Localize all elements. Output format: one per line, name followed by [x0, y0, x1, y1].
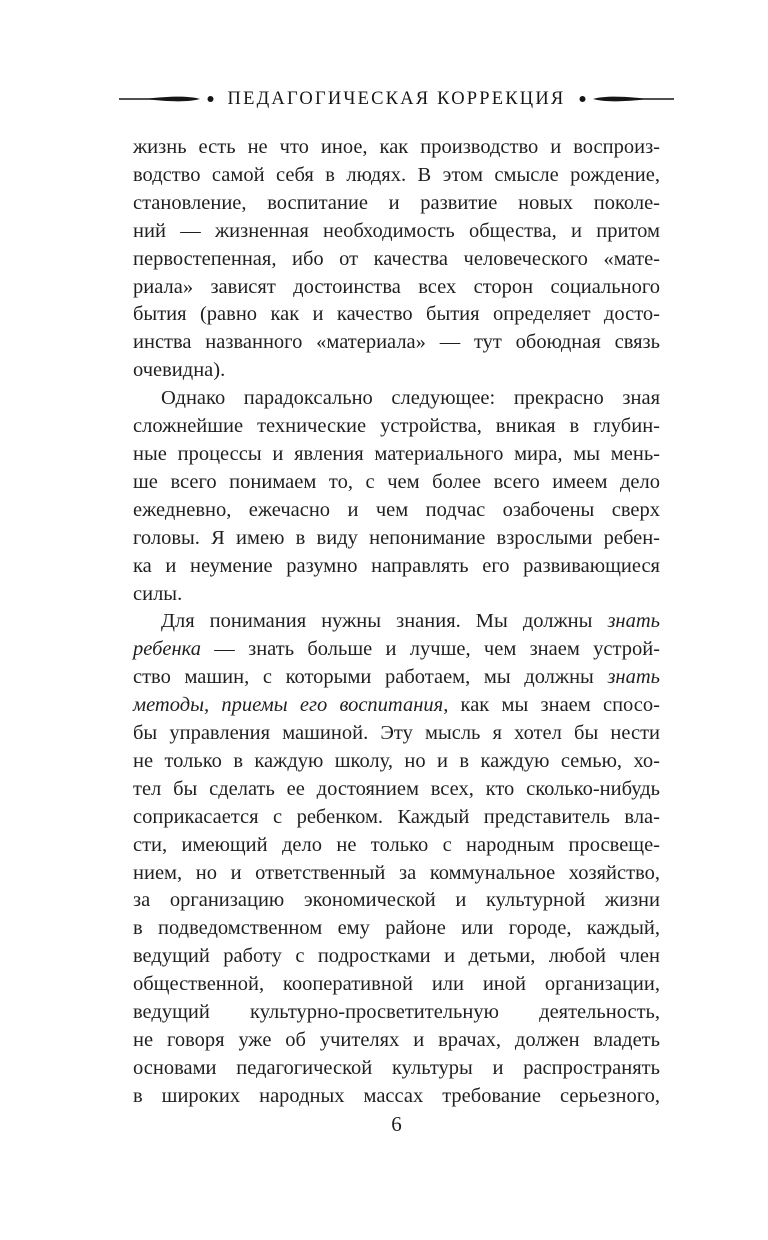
text-line: за организацию экономической и культурной жизни [133, 889, 660, 912]
text-line: становление, воспитание и развитие новых поколе- [133, 191, 660, 214]
text-line: ведущий культурно-просветительную деятельность, [133, 1001, 660, 1024]
text-line: сти, имеющий дело не только с народным просвеще- [133, 833, 660, 856]
text-line: силы. [133, 582, 183, 605]
text-line: тел бы сделать ее достоянием всех, кто сколько-нибудь [133, 777, 660, 800]
text-line: методы, приемы его воспитания, как мы знаем спосо- [133, 694, 660, 717]
header-rule-left-icon [119, 93, 219, 105]
paragraph [133, 134, 660, 385]
text-line: не говоря уже об учителях и врачах, должен владеть [133, 1029, 660, 1051]
header-rule-right-icon [574, 93, 674, 105]
text-line: Для понимания нужны знания. Мы должны знать [161, 610, 660, 633]
text-line: основами педагогической культуры и распространять [133, 1056, 660, 1079]
text-line: инства названного «материала» — тут обоюдная связь [133, 331, 660, 354]
body-text [133, 134, 660, 1111]
text-line: в подведомственном ему районе или городе, каждый, [133, 917, 660, 940]
text-line: Однако парадоксально следующее: прекрасно зная [161, 387, 660, 410]
text-line: головы. Я имею в виду непонимание взрослыми ребен- [133, 526, 660, 549]
text-line: очевидна). [133, 359, 226, 382]
text-line: ные процессы и явления материального мира, мы мень- [133, 442, 660, 465]
text-line: нием, но и ответственный за коммунальное хозяйство, [133, 861, 660, 884]
text-line: ство машин, с которыми работаем, мы должны знать [133, 666, 660, 689]
text-line: сложнейшие технические устройства, вникая в глубин- [133, 415, 660, 438]
running-header [133, 86, 660, 112]
text-line: ежедневно, ежечасно и чем подчас озабочены сверх [133, 498, 660, 521]
text-line: ведущий работу с подростками и детьми, любой член [133, 945, 660, 968]
text-line: бы управления машиной. Эту мысль я хотел бы нести [133, 722, 660, 745]
text-line: ребенка — знать больше и лучше, чем знаем устрой- [133, 638, 660, 661]
text-line: не только в каждую школу, но и в каждую семью, хо- [133, 749, 660, 772]
text-line: в широких народных массах требование серьезного, [133, 1084, 660, 1107]
text-line: общественной, кооперативной или иной организации, [133, 973, 660, 996]
text-line: ний — жизненная необходимость общества, и притом [133, 219, 660, 242]
text-line: ка и неумение разумно направлять его развивающиеся [133, 554, 660, 577]
text-line: риала» зависят достоинства всех сторон социального [133, 275, 660, 298]
text-line: соприкасается с ребенком. Каждый представитель вла- [133, 805, 660, 828]
text-line: водство самой себя в людях. В этом смысле рождение, [133, 163, 660, 186]
paragraph [133, 385, 660, 608]
text-line: ше всего понимаем то, с чем более всего имеем дело [133, 470, 660, 493]
page-header-title: ПЕДАГОГИЧЕСКАЯ КОРРЕКЦИЯ [227, 88, 566, 109]
text-line: первостепенная, ибо от качества человеческого «мате- [133, 247, 660, 270]
page-number: 6 [391, 1112, 402, 1136]
text-line: бытия (равно как и качество бытия определяет досто- [133, 303, 660, 326]
text-line: жизнь есть не что иное, как производство и воспроиз- [133, 136, 660, 158]
paragraph [133, 608, 660, 1110]
